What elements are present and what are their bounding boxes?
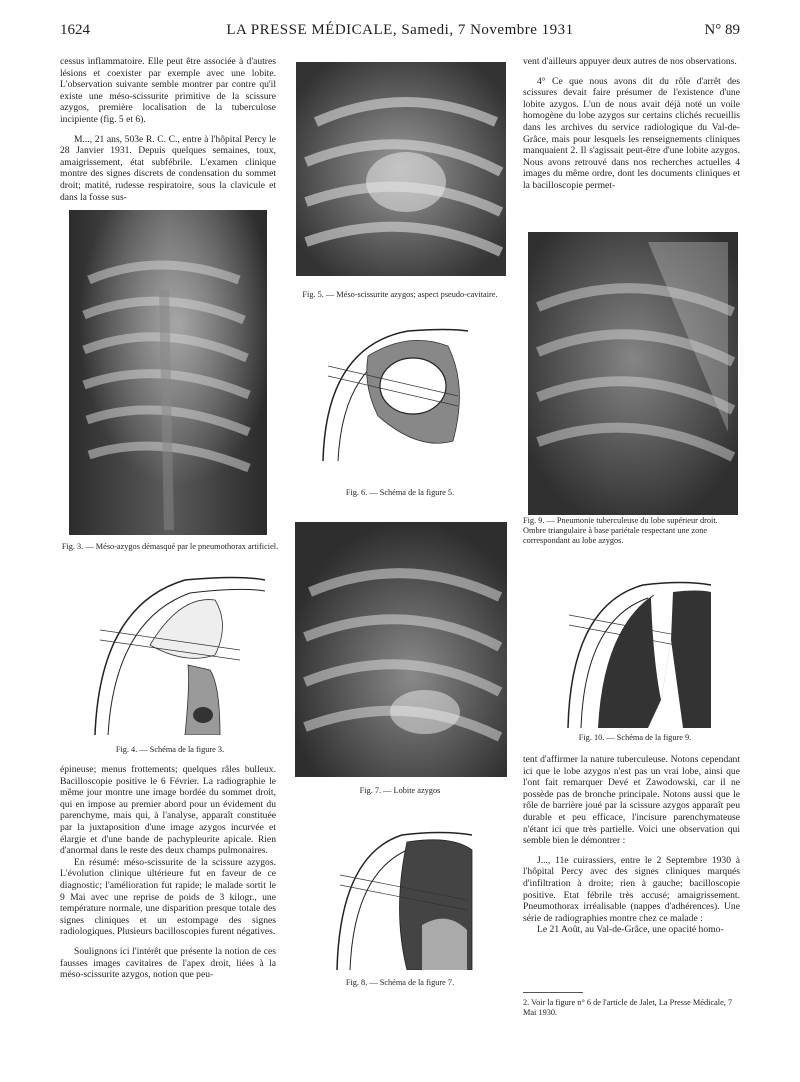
- figure-10-diagram: [563, 580, 713, 728]
- col3-bottom-text: [523, 754, 740, 936]
- paragraph: 4° Ce que nous avons dit du rôle d'arrêt des scissures devait faire présumer de l'existence d'une lobite azygos. L'un de nous avait déjà noté un voile homogène du lobe azygos sur certains clichés recueillis dans les archives du service radiologique du Val-de-Grâce, mais pour lesquels les renseignements cliniques manquaient 2. Il s'agissait peut-être d'une lobite azygos. Nous avons retrouvé dans nos recherches actuelles 4 images du même ordre, dont les documents cliniques et la bacilloscopie permet-: [523, 75, 740, 191]
- col3-top-text: [523, 56, 740, 192]
- paragraph: vent d'ailleurs appuyer deux autres de nos observations.: [523, 56, 737, 67]
- col1-top-text: [60, 56, 276, 203]
- page-number: 1624: [60, 22, 90, 38]
- figure-9-radiograph: [528, 232, 738, 515]
- figure-7-radiograph: [295, 522, 507, 777]
- footnote: 2. Voir la figure n° 6 de l'article de Jalet, La Presse Médicale, 7 Mai 1930.: [523, 998, 733, 1017]
- page-header: [0, 22, 800, 40]
- paragraph: tent d'affirmer la nature tuberculeuse. Notons cependant ici que le lobe azygos n'est pas un vrai lobe, ainsi que l'ont fait remarquer Devé et Zawodowski, car il ne possède pas de bronche principale. Notons aussi que le rôle de barrière joué par la scissure azygos apparaît peu durable et peu efficace, l'incisure parenchymateuse n'étant ici que très partielle. Voici une observation qui semble bien le démontrer :: [523, 754, 740, 847]
- figure-7-caption: Fig. 7. — Lobite azygos: [359, 786, 441, 795]
- figure-3-radiograph: [69, 210, 267, 535]
- paragraph: J..., 11e cuirassiers, entre le 2 Septembre 1930 à l'hôpital Percy avec des signes cliniques marqués d'infiltration à droite; rien à gauche; bacilloscopie positive. Etat fébrile très accusé; amaigrissement. Pneumothorax irréalisable (nappes d'adhérences). Une série de radiographies montre chez ce malade :: [523, 854, 740, 924]
- paragraph: Le 21 Août, au Val-de-Grâce, une opacité homo-: [537, 924, 724, 936]
- issue-number: N° 89: [704, 22, 740, 38]
- figure-6-diagram: [318, 326, 478, 461]
- figure-8-diagram: [332, 830, 477, 970]
- footnote-rule: [523, 992, 583, 993]
- figure-5-caption: Fig. 5. — Méso-scissurite azygos; aspect pseudo-cavitaire.: [302, 290, 498, 299]
- paragraph: Soulignons ici l'intérêt que présente la notion de ces fausses images cavitaires de l'apex droit, liées à la méso-scissurite azygos, notion que peu-: [60, 945, 276, 981]
- figure-6-caption: Fig. 6. — Schéma de la figure 5.: [345, 488, 455, 497]
- figure-3-caption: Fig. 3. — Méso-azygos démasqué par le pneumothorax artificiel.: [61, 542, 279, 551]
- figure-4-diagram: [90, 575, 270, 735]
- paragraph: cessus inflammatoire. Elle peut être associée à d'autres lésions et coexister par exemple avec une lobite. L'observation suivante semble montrer par contre qu'il existe une méso-scissurite primitive de la scissure azygos, première localisation de la tuberculose incipiente (fig. 5 et 6).: [60, 56, 276, 125]
- figure-5-radiograph: [296, 62, 506, 276]
- journal-title: LA PRESSE MÉDICALE, Samedi, 7 Novembre 1931: [226, 22, 574, 38]
- figure-8-caption: Fig. 8. — Schéma de la figure 7.: [345, 978, 455, 987]
- paragraph: En résumé: méso-scissurite de la scissure azygos. L'évolution clinique ultérieure fut en faveur de ce diagnostic; l'amélioration fut rapide; le malade sortit le 9 Mai avec une reprise de poids de 3 kilogr., une température normale, une disparition presque totale des signes cliniques et un estompage des signes radiologiques. Plusieurs bacilloscopies furent négatives.: [60, 856, 276, 938]
- figure-10-caption: Fig. 10. — Schéma de la figure 9.: [578, 733, 692, 742]
- col1-bottom-text: [60, 764, 276, 981]
- paragraph: M..., 21 ans, 503e R. C. C., entre à l'hôpital Percy le 28 Janvier 1931. Depuis quelques semaines, toux, amaigrissement, état subfébrile. L'examen clinique montre des signes discrets de condensation du sommet droit; matité, rudesse respiratoire, sous la clavicule et dans la fosse sus-: [60, 133, 276, 203]
- figure-9-caption: Fig. 9. — Pneumonie tuberculeuse du lobe supérieur droit. Ombre triangulaire à base pariétale respectant une zone correspondant au lobe azygos.: [523, 516, 718, 545]
- paragraph: épineuse; menus frottements; quelques râles bulleux. Bacilloscopie positive le 6 Février. La radiographie le même jour montre une image bordée du sommet droit, qui en impose au premier abord pour un évidement du parenchyme, mais qui, à l'analyse, apparaît constituée par la juxtaposition d'une image azygos incurvée et élargie et d'une bande de pachypleurite apicale. Rien d'anormal dans le reste des deux champs pulmonaires.: [60, 764, 276, 857]
- figure-4-caption: Fig. 4. — Schéma de la figure 3.: [115, 745, 225, 754]
